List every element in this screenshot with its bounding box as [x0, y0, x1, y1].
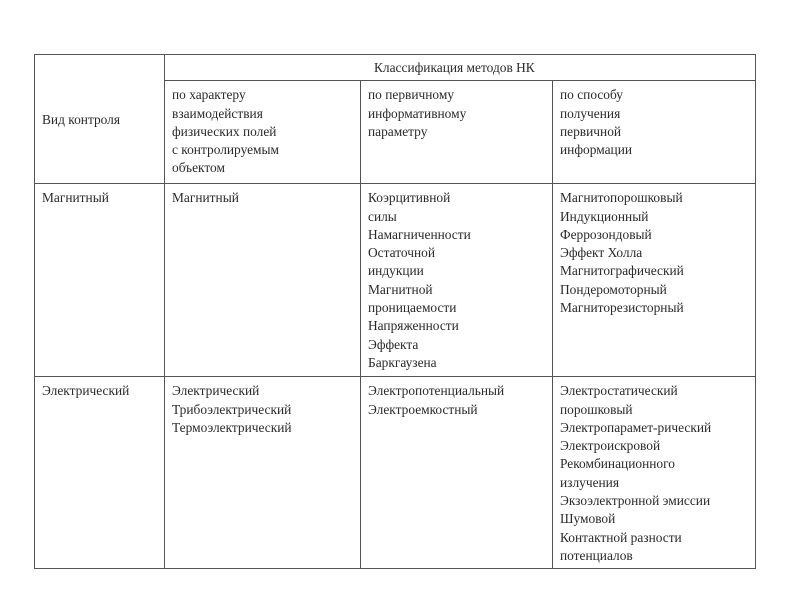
list-item: Трибоэлектрический: [172, 401, 292, 417]
list-item: Электроискровой: [560, 438, 661, 454]
cell-interaction: [165, 377, 361, 569]
list-item: Термоэлектрический: [172, 419, 292, 435]
type-label: Электрический: [42, 383, 130, 399]
list-item: потенциалов: [560, 547, 633, 563]
list-item: Индукционный: [560, 208, 649, 224]
header-line: объектом: [172, 160, 225, 176]
list-item: Коэрцитивной: [368, 190, 451, 206]
list-item: Электростатический: [560, 383, 678, 399]
list-item: Шумовой: [560, 511, 616, 527]
list-item: Магнитной: [368, 281, 433, 297]
column-header-interaction: [165, 81, 361, 184]
group-header-cell: [165, 55, 756, 81]
list-item: Магнитопорошковый: [560, 190, 683, 206]
list-item: Электроемкостный: [368, 401, 478, 417]
column-header-method: [553, 81, 756, 184]
type-label: Магнитный: [42, 190, 109, 206]
list-item: Электрический: [172, 383, 260, 399]
list-item: Эффект Холла: [560, 245, 643, 261]
list-item: Феррозондовый: [560, 226, 652, 242]
table-row-electric: [35, 377, 756, 569]
header-line: по первичному: [368, 87, 455, 103]
header-line: физических полей: [172, 123, 277, 139]
list-item: Контактной разности: [560, 529, 682, 545]
list-item: Магниторезисторный: [560, 300, 684, 316]
list-item: Остаточной: [368, 245, 436, 261]
header-line: получения: [560, 105, 621, 121]
cell-type: [35, 377, 165, 569]
cell-parameter: [361, 184, 553, 377]
list-item: проницаемости: [368, 300, 457, 316]
list-item: Намагниченности: [368, 226, 471, 242]
header-line: информативному: [368, 105, 467, 121]
cell-method: [553, 184, 756, 377]
cell-type: [35, 184, 165, 377]
list-item: Напряженности: [368, 318, 459, 334]
row-header-label: Вид контроля: [42, 112, 121, 127]
cell-method: [553, 377, 756, 569]
cell-parameter: [361, 377, 553, 569]
list-item: Пондеромоторный: [560, 281, 667, 297]
header-line: взаимодействия: [172, 105, 263, 121]
header-line: параметру: [368, 123, 428, 139]
list-item: силы: [368, 208, 397, 224]
list-item: Электропарамет-рический: [560, 419, 712, 435]
group-header-label: Классификация методов НК: [374, 60, 535, 75]
list-item: Магнитный: [172, 190, 239, 206]
list-item: Электропотенциальный: [368, 383, 505, 399]
list-item: излучения: [560, 474, 620, 490]
list-item: индукции: [368, 263, 424, 279]
list-item: Экзоэлектронной эмиссии: [560, 493, 711, 509]
list-item: Магнитографический: [560, 263, 684, 279]
list-item: Эффекта: [368, 336, 419, 352]
column-header-parameter: [361, 81, 553, 184]
cell-interaction: [165, 184, 361, 377]
header-line: первичной: [560, 123, 622, 139]
list-item: порошковый: [560, 401, 633, 417]
list-item: Рекомбинационного: [560, 456, 675, 472]
header-row-1: [35, 55, 756, 81]
header-line: информации: [560, 142, 633, 158]
header-line: по характеру: [172, 87, 246, 103]
list-item: Баркгаузена: [368, 354, 437, 370]
header-line: с контролируемым: [172, 142, 279, 158]
row-header-cell: [35, 55, 165, 184]
table-row-magnetic: [35, 184, 756, 377]
header-line: по способу: [560, 87, 623, 103]
classification-table: [34, 54, 756, 569]
